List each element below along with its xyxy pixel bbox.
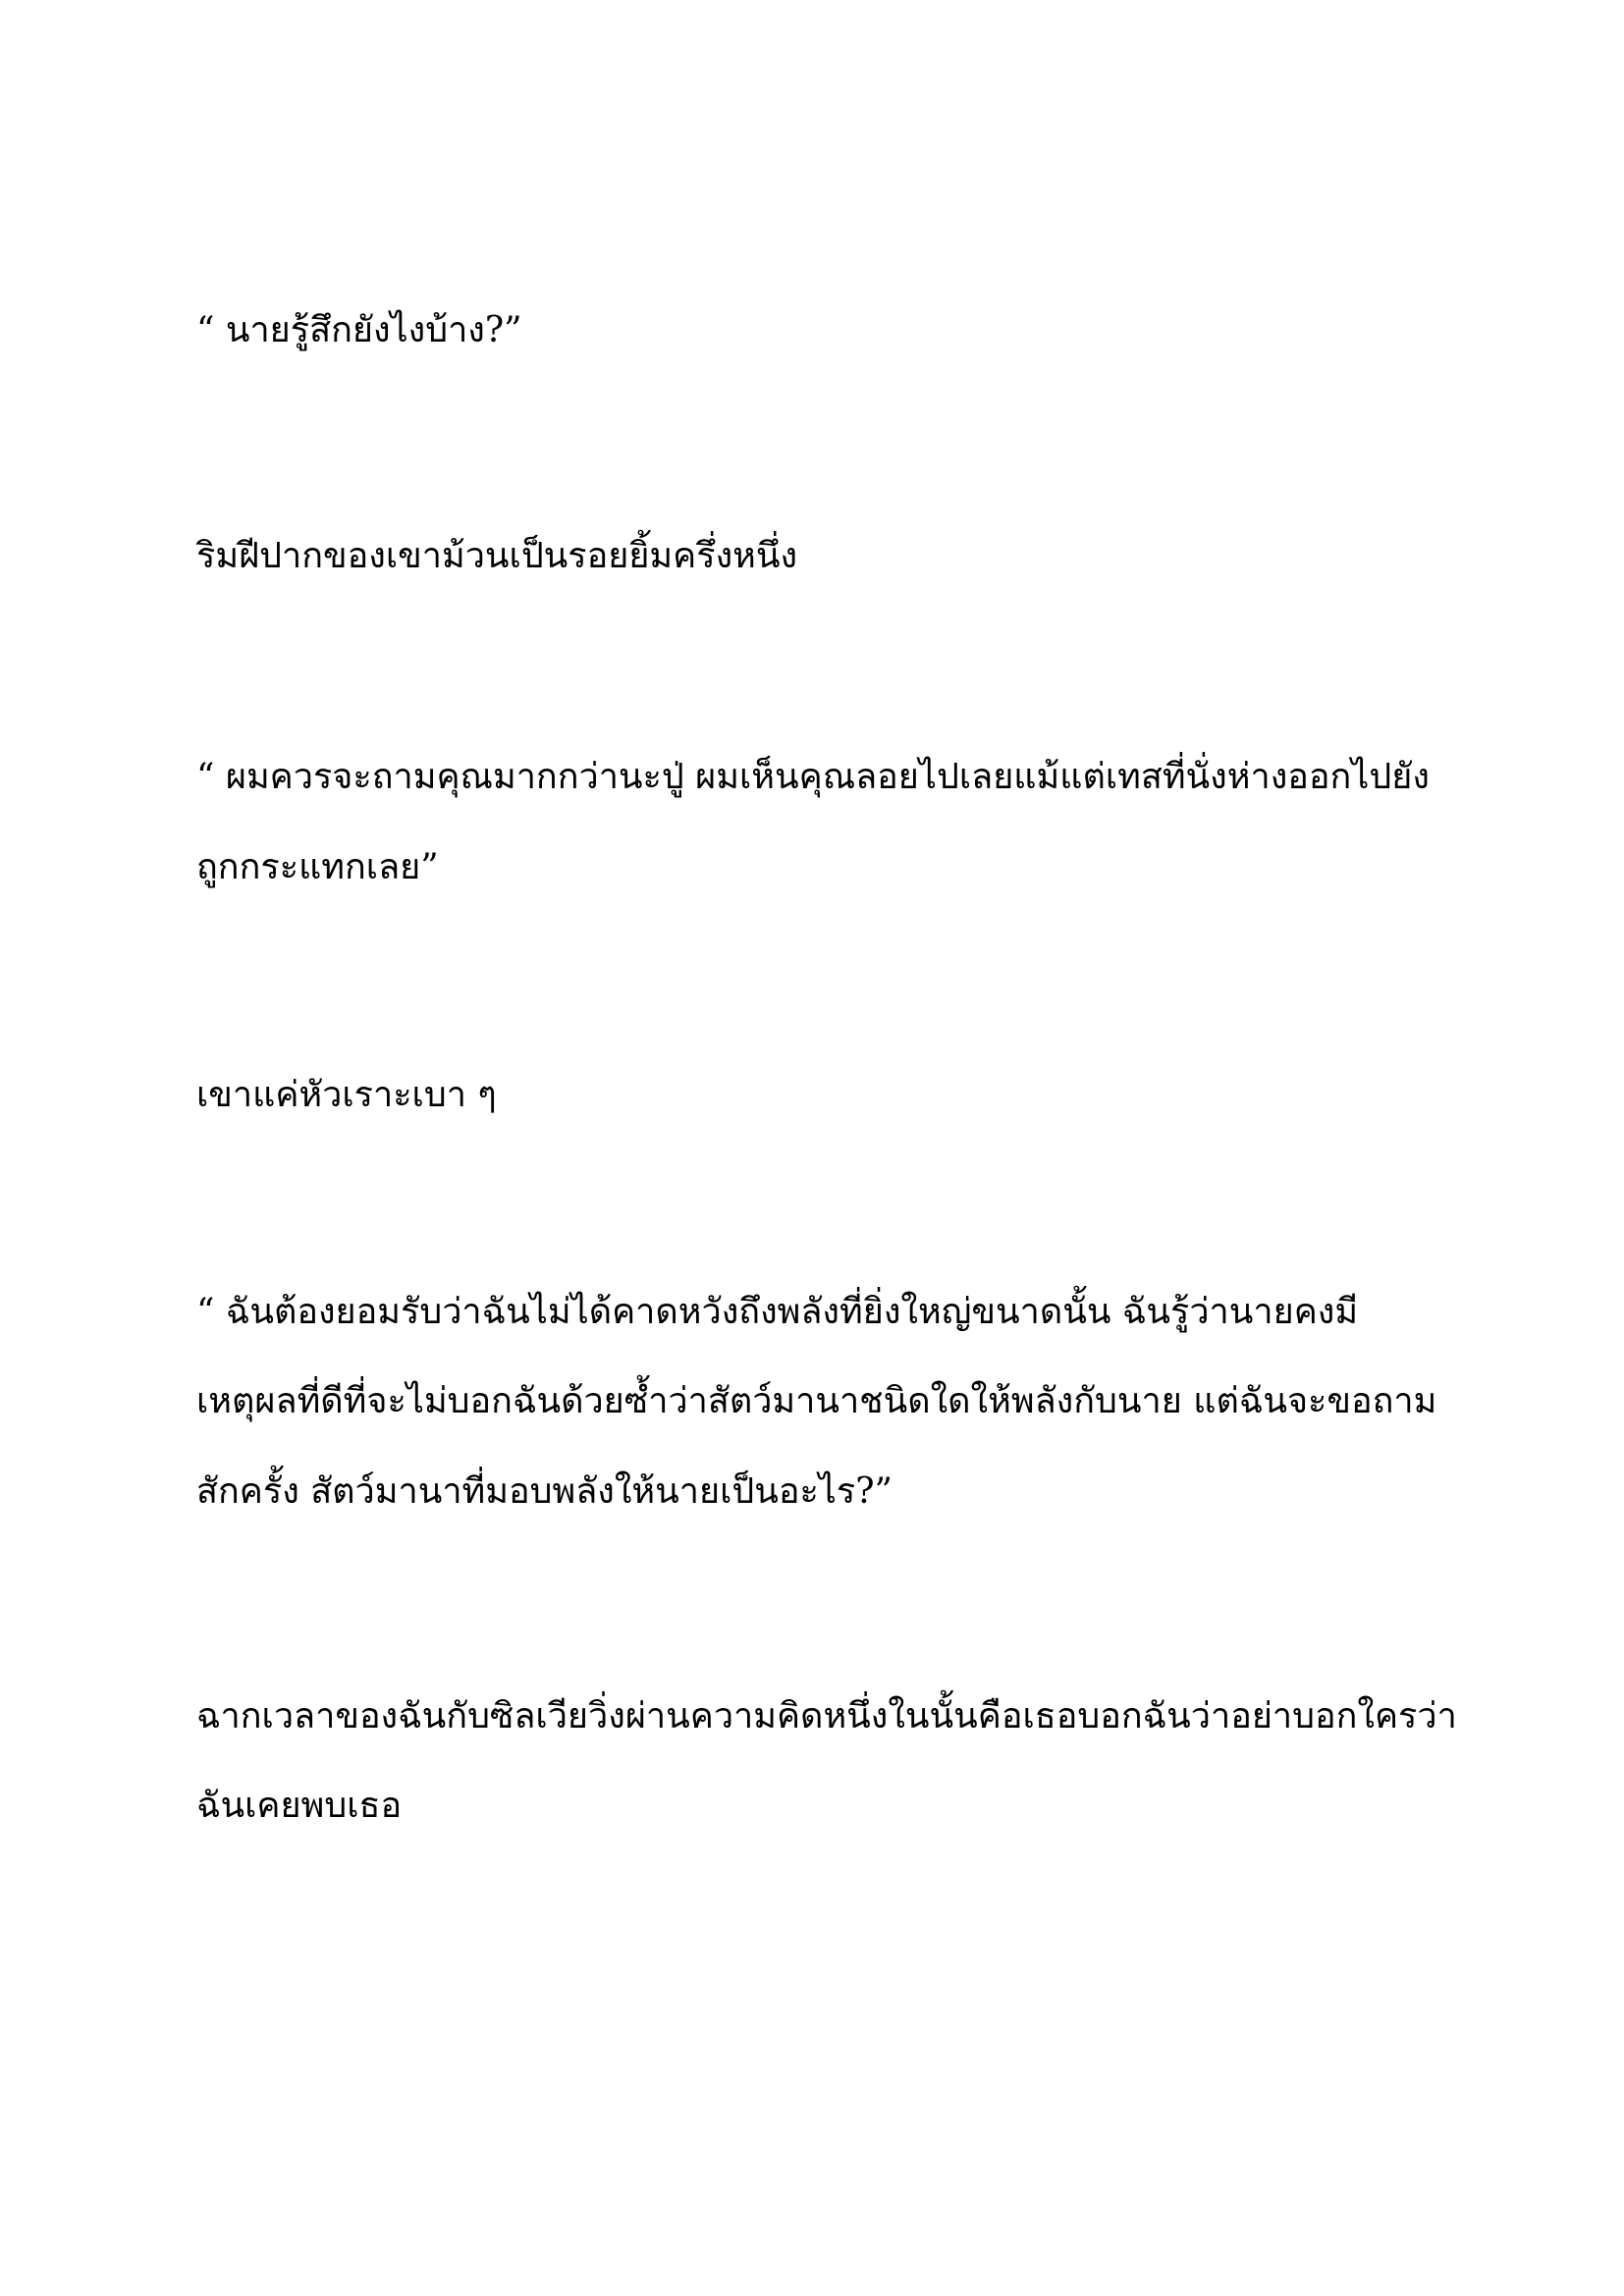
dialogue-line: “ นายรู้สึกยังไงบ้าง?” xyxy=(196,310,522,350)
narration-line: ริมฝีปากของเขาม้วนเป็นรอยยิ้มครึ่งหนึ่ง xyxy=(196,536,798,576)
dialogue-line: สักครั้ง สัตว์มานาที่มอบพลังให้นายเป็นอะไร?” xyxy=(196,1471,893,1512)
dialogue-line: “ ผมควรจะถามคุณมากกว่านะปู่ ผมเห็นคุณลอยไปเลยแม้แต่เทสที่นั่งห่างออกไปยัง xyxy=(196,757,1430,797)
narration-line: ฉากเวลาของฉันกับซิลเวียวิ่งผ่านความคิดหนึ่งในนั้นคือเธอบอกฉันว่าอย่าบอกใครว่า xyxy=(196,1696,1457,1736)
dialogue-line: “ ฉันต้องยอมรับว่าฉันไม่ได้คาดหวังถึงพลังที่ยิ่งใหญ่ขนาดนั้น ฉันรู้ว่านายคงมี xyxy=(196,1292,1359,1332)
narration-line: เขาแค่หัวเราะเบา ๆ xyxy=(196,1075,497,1115)
dialogue-line: เหตุผลที่ดีที่จะไม่บอกฉันด้วยซ้ำว่าสัตว์มานาชนิดใดให้พลังกับนาย แต่ฉันจะขอถาม xyxy=(196,1381,1437,1421)
narration-line: ฉันเคยพบเธอ xyxy=(196,1786,403,1826)
dialogue-line: ถูกกระแทกเลย” xyxy=(196,847,439,887)
